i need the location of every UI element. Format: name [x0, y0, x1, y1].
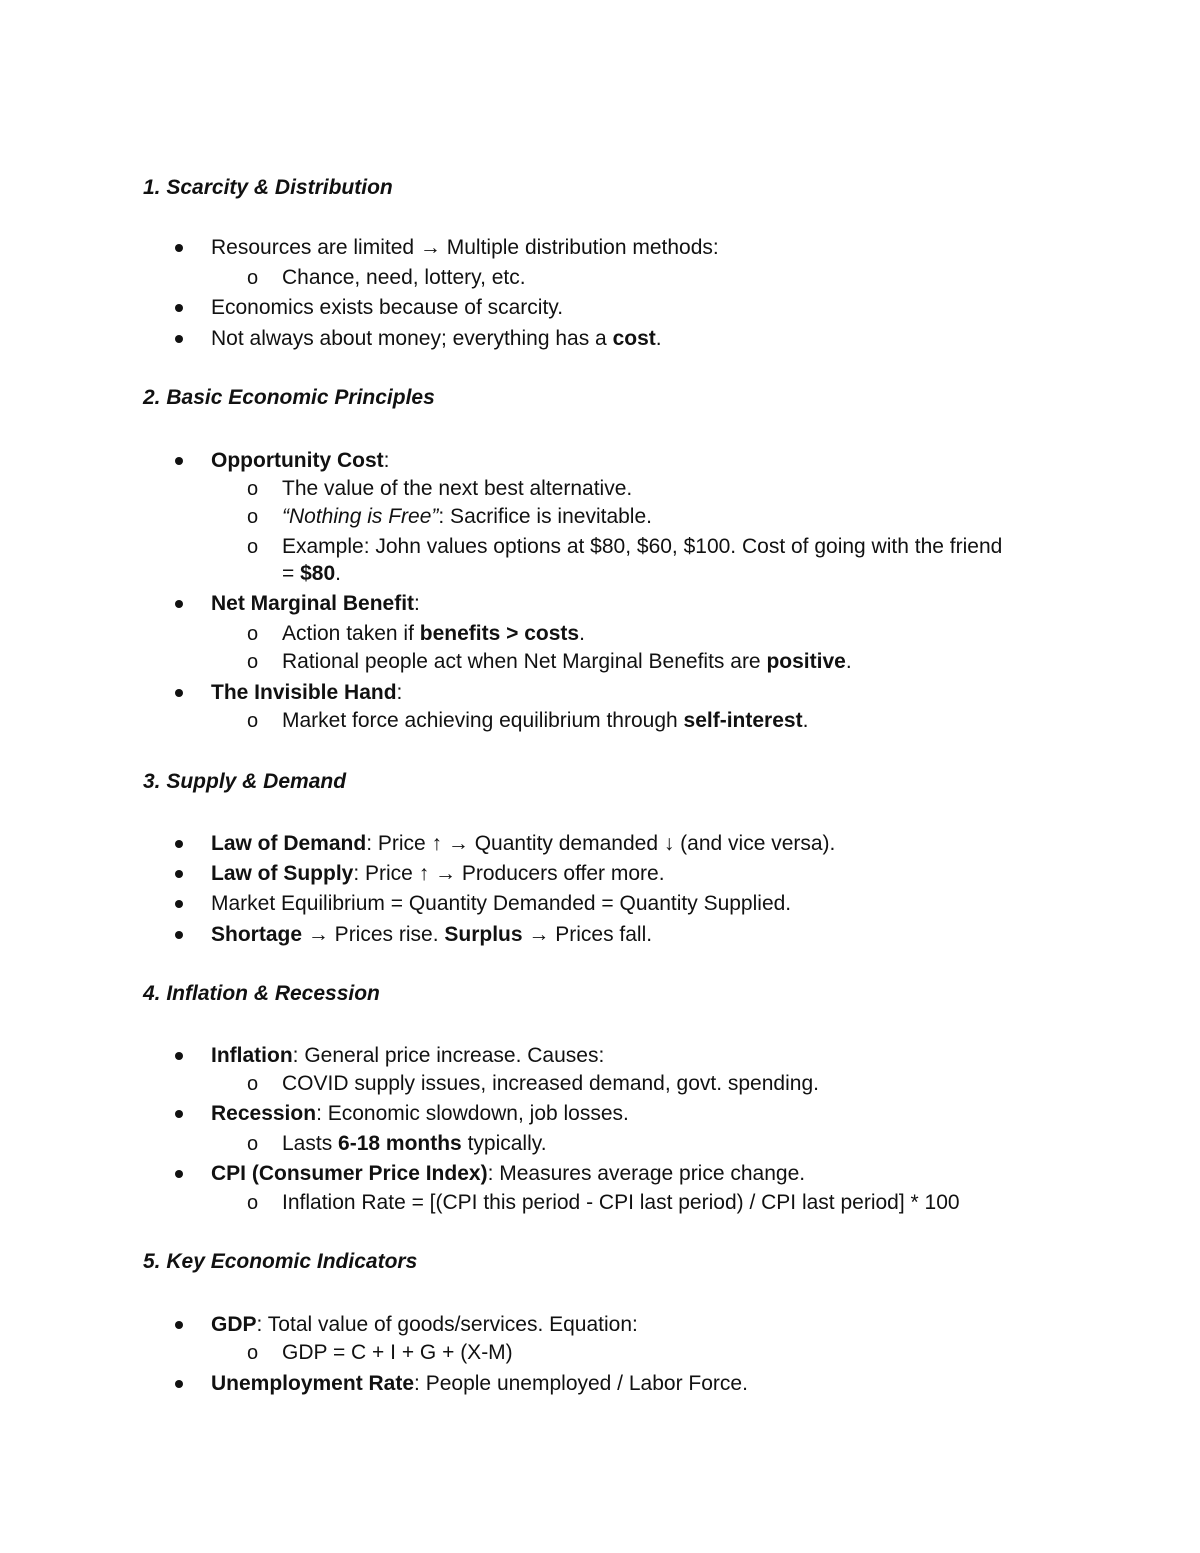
text-run: COVID supply issues, increased demand, govt. spending. [282, 1072, 819, 1095]
bullet-text [282, 562, 341, 586]
bullet-text [282, 477, 632, 501]
bold-run: Shortage [211, 923, 303, 946]
section-heading: 2. Basic Economic Principles [143, 386, 435, 409]
bullet-text [282, 535, 1002, 559]
bullet-text [211, 592, 420, 616]
text-run: : People unemployed / Labor Force. [414, 1372, 748, 1395]
text-run: : General price increase. Causes: [292, 1044, 605, 1067]
text-run: . [802, 709, 809, 732]
text-run: : Economic slowdown, job losses. [316, 1102, 629, 1125]
section-heading: 4. Inflation & Recession [143, 982, 380, 1005]
bullet-dot-icon [173, 868, 185, 880]
bold-run: Opportunity Cost [211, 449, 384, 472]
bullet-dot-icon [173, 838, 185, 850]
bold-run: 6-18 months [338, 1132, 462, 1155]
text-run: . [335, 562, 341, 585]
bullet-text [211, 1102, 629, 1126]
text-run: : Measures average price change. [487, 1162, 806, 1185]
text-run: Market Equilibrium = Quantity Demanded = Quantity Supplied. [211, 892, 792, 915]
bullet-circle-icon: o [247, 478, 259, 500]
bullet-circle-icon: o [247, 1133, 259, 1155]
bullet-text [211, 832, 835, 856]
bold-run: positive [766, 650, 846, 673]
bullet-text [211, 923, 652, 947]
text-run: . [845, 650, 852, 673]
bullet-dot-icon [173, 455, 185, 467]
bullet-dot-icon [173, 1050, 185, 1062]
bullet-dot-icon [173, 1378, 185, 1390]
bullet-text [211, 1044, 604, 1068]
bold-run: Law of Demand [211, 832, 367, 855]
italic-run: “Nothing is Free” [282, 505, 439, 528]
bullet-dot-icon [173, 333, 185, 345]
bullet-text [282, 1072, 819, 1096]
text-run: Resources are limited → Multiple distribution methods: [211, 236, 719, 259]
bullet-dot-icon [173, 898, 185, 910]
bullet-dot-icon [173, 1319, 185, 1331]
text-run: : [396, 681, 403, 704]
bullet-text [282, 505, 652, 529]
bold-run: cost [612, 327, 656, 350]
text-run: . [579, 622, 585, 645]
section-heading: 1. Scarcity & Distribution [143, 176, 393, 199]
bold-run: Net Marginal Benefit [211, 592, 415, 615]
text-run: Not always about money; everything has a [211, 327, 613, 350]
bold-run: CPI (Consumer Price Index) [211, 1162, 488, 1185]
bullet-dot-icon [173, 598, 185, 610]
bullet-dot-icon [173, 1168, 185, 1180]
bullet-circle-icon: o [247, 267, 259, 289]
bullet-text [282, 650, 852, 674]
bullet-circle-icon: o [247, 1192, 259, 1214]
bullet-text [282, 1191, 960, 1215]
text-run: Example: John values options at $80, $60, $100. Cost of going with the friend [282, 535, 1003, 558]
text-run: GDP = C + I + G + (X-M) [282, 1341, 513, 1364]
text-run: : [383, 449, 390, 472]
bullet-circle-icon: o [247, 710, 259, 732]
bullet-text [211, 862, 665, 886]
bold-run: Recession [211, 1102, 317, 1125]
bold-run: Law of Supply [211, 862, 354, 885]
bullet-circle-icon: o [247, 623, 259, 645]
text-run: Chance, need, lottery, etc. [282, 266, 526, 289]
text-run: : [414, 592, 420, 615]
bullet-text [211, 892, 791, 916]
bullet-text [282, 1132, 547, 1156]
text-run: typically. [461, 1132, 547, 1155]
bold-run: $80 [300, 562, 336, 585]
text-run: Rational people act when Net Marginal Benefits are [282, 650, 767, 673]
bold-run: self-interest [683, 709, 803, 732]
bold-run: Unemployment Rate [211, 1372, 415, 1395]
bullet-text [282, 266, 526, 290]
text-run: : Sacrifice is inevitable. [438, 505, 652, 528]
text-run: Market force achieving equilibrium through [282, 709, 684, 732]
bold-run: Inflation [211, 1044, 293, 1067]
bullet-text [211, 236, 719, 260]
bullet-text [211, 1162, 805, 1186]
bullet-text [211, 681, 402, 705]
section-heading: 3. Supply & Demand [143, 770, 347, 793]
bold-run: The Invisible Hand [211, 681, 397, 704]
bullet-text [211, 1372, 748, 1396]
text-run: = [282, 562, 301, 585]
bullet-text [211, 327, 662, 351]
bullet-dot-icon [173, 242, 185, 254]
bullet-dot-icon [173, 1108, 185, 1120]
bullet-text [211, 296, 563, 320]
text-run: Action taken if [282, 622, 420, 645]
bold-run: benefits > costs [419, 622, 580, 645]
bullet-text [211, 1313, 638, 1337]
bullet-text [282, 709, 808, 733]
bullet-circle-icon: o [247, 1073, 259, 1095]
section-heading: 5. Key Economic Indicators [143, 1250, 418, 1273]
bullet-text [282, 1341, 513, 1365]
bullet-dot-icon [173, 687, 185, 699]
bullet-text [282, 622, 585, 646]
text-run: : Price ↑ → Producers offer more. [353, 862, 665, 885]
text-run: Economics exists because of scarcity. [211, 296, 564, 319]
text-run: : Total value of goods/services. Equation: [256, 1313, 638, 1336]
bold-run: Surplus [444, 923, 523, 946]
text-run: Lasts [282, 1132, 339, 1155]
bullet-dot-icon [173, 929, 185, 941]
text-run: The value of the next best alternative. [282, 477, 633, 500]
bullet-circle-icon: o [247, 536, 259, 558]
bullet-circle-icon: o [247, 1342, 259, 1364]
text-run: . [655, 327, 662, 350]
text-run: → Prices fall. [522, 923, 653, 946]
bullet-text [211, 449, 390, 473]
bullet-circle-icon: o [247, 651, 259, 673]
text-run: : Price ↑ → Quantity demanded ↓ (and vice versa). [366, 832, 836, 855]
text-run: Inflation Rate = [(CPI this period - CPI last period) / CPI last period] * 100 [282, 1191, 960, 1214]
text-run: → Prices rise. [302, 923, 445, 946]
bullet-circle-icon: o [247, 506, 259, 528]
bold-run: GDP [211, 1313, 257, 1336]
bullet-dot-icon [173, 302, 185, 314]
